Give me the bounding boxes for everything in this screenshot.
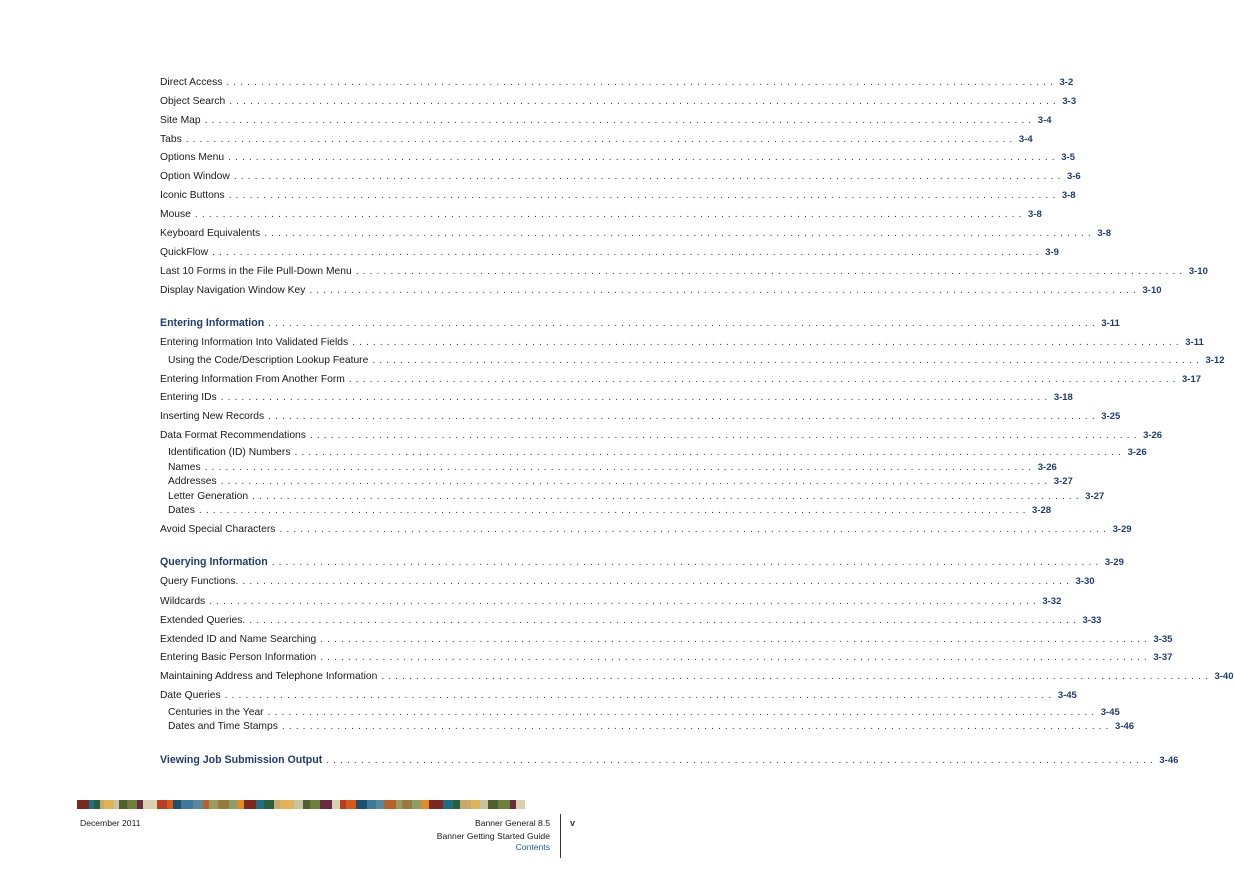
toc-entry-page: 3-35 xyxy=(1153,634,1173,645)
toc-leader-dots: . . . . . . . . . . . . . . . . . . . . . . . . . . . . . . . . . . . . . . . . . . . . . . . . . . . . . . . . . . . . . . . . . . . . . . . . . . . . . . . . . . . . . . . . . . . . . . . . . . . . . . . . . . . . . . . . . . . . . . . . xyxy=(355,266,1183,277)
toc-entry[interactable] xyxy=(160,283,1162,299)
toc-leader-dots: . . . . . . . . . . . . . . . . . . . . . . . . . . . . . . . . . . . . . . . . . . . . . . . . . . . . . . . . . . . . . . . . . . . . . . . . . . . . . . . . . . . . . . . . . . . . . . . . . . . . . . . . . . . . . . . . . . . . . . . . xyxy=(268,318,1096,329)
toc-leader-dots: . . . . . . . . . . . . . . . . . . . . . . . . . . . . . . . . . . . . . . . . . . . . . . . . . . . . . . . . . . . . . . . . . . . . . . . . . . . . . . . . . . . . . . . . . . . . . . . . . . . . . . . . . . . . . . . . . . . . . . . . xyxy=(224,690,1052,701)
toc-entry-page: 3-29 xyxy=(1104,557,1124,568)
stripe-segment xyxy=(127,800,137,809)
toc-entry-page: 3-2 xyxy=(1059,77,1074,88)
toc-entry-page: 3-25 xyxy=(1101,411,1121,422)
toc-subentry[interactable] xyxy=(160,474,1073,490)
toc-entry[interactable] xyxy=(160,390,1073,406)
toc-entry-label: Names xyxy=(168,462,201,473)
stripe-segment xyxy=(332,800,340,809)
toc-entry[interactable] xyxy=(160,613,1102,629)
toc-entry[interactable] xyxy=(160,150,1075,166)
toc-entry-label: Using the Code/Description Lookup Feature xyxy=(168,355,369,366)
stripe-segment xyxy=(453,800,460,809)
toc-subentry[interactable] xyxy=(160,353,1225,369)
toc-leader-dots: . . . . . . . . . . . . . . . . . . . . . . . . . . . . . . . . . . . . . . . . . . . . . . . . . . . . . . . . . . . . . . . . . . . . . . . . . . . . . . . . . . . . . . . . . . . . . . . . . . . . . . . . . . . . . . . . . . . . . . . . xyxy=(229,96,1057,107)
toc-leader-dots: . . . . . . . . . . . . . . . . . . . . . . . . . . . . . . . . . . . . . . . . . . . . . . . . . . . . . . . . . . . . . . . . . . . . . . . . . . . . . . . . . . . . . . . . . . . . . . . . . . . . . . . . . . . . . . . . . . . . . . . . xyxy=(309,430,1138,441)
toc-leader-dots: . . . . . . . . . . . . . . . . . . . . . . . . . . . . . . . . . . . . . . . . . . . . . . . . . . . . . . . . . . . . . . . . . . . . . . . . . . . . . . . . . . . . . . . . . . . . . . . . . . . . . . . . . . . . . . . . . . . . . . . . xyxy=(204,115,1032,126)
toc-entry-page: 3-32 xyxy=(1042,596,1062,607)
toc-entry-label: Dates and Time Stamps xyxy=(168,721,278,732)
toc-entry-label: Entering Information From Another Form xyxy=(160,374,345,385)
stripe-segment xyxy=(421,800,429,809)
footer-guide-title: Banner Getting Started Guide xyxy=(436,831,550,841)
toc-entry-page: 3-12 xyxy=(1205,355,1225,366)
toc-entry-page: 3-6 xyxy=(1066,171,1081,182)
toc-section-heading[interactable] xyxy=(160,315,1120,331)
toc-entry-label: Inserting New Records xyxy=(160,411,265,422)
toc-entry-label: Dates xyxy=(168,505,195,516)
stripe-segment xyxy=(193,800,203,809)
toc-entry[interactable] xyxy=(160,75,1074,91)
toc-entry-page: 3-33 xyxy=(1082,615,1102,626)
toc-leader-dots: . . . . . . . . . . . . . . . . . . . . . . . . . . . . . . . . . . . . . . . . . . . . . . . . . . . . . . . . . . . . . . . . . . . . . . . . . . . . . . . . . . . . . . . . . . . . . . . . . . . . . . . . . . . . . . . . . . . . . . . . xyxy=(348,374,1176,385)
toc-entry-label: Data Format Recommendations xyxy=(160,430,306,441)
toc-section-heading[interactable] xyxy=(160,554,1124,570)
stripe-segment xyxy=(280,800,294,809)
toc-leader-dots: . . . . . . . . . . . . . . . . . . . . . . . . . . . . . . . . . . . . . . . . . . . . . . . . . . . . . . . . . . . . . . . . . . . . . . . . . . . . . . . . . . . . . . . . . . . . . . . . . . . . . . . . . . . . . . . . . . . . . . . . xyxy=(249,615,1077,626)
toc-leader-dots: . . . . . . . . . . . . . . . . . . . . . . . . . . . . . . . . . . . . . . . . . . . . . . . . . . . . . . . . . . . . . . . . . . . . . . . . . . . . . . . . . . . . . . . . . . . . . . . . . . . . . . . . . . . . . . . . . . . . . . . . xyxy=(320,652,1148,663)
toc-entry-page: 3-18 xyxy=(1053,392,1073,403)
toc-entry-page: 3-10 xyxy=(1142,285,1162,296)
footer-product: Banner General 8.5 xyxy=(474,818,550,828)
toc-leader-dots: . . . . . . . . . . . . . . . . . . . . . . . . . . . . . . . . . . . . . . . . . . . . . . . . . . . . . . . . . . . . . . . . . . . . . . . . . . . . . . . . . . . . . . . . . . . . . . . . . . . . . . . . . . . . . . . . . . . . . . . . xyxy=(326,755,1154,766)
toc-entry-label: Options Menu xyxy=(160,152,225,163)
toc-leader-dots: . . . . . . . . . . . . . . . . . . . . . . . . . . . . . . . . . . . . . . . . . . . . . . . . . . . . . . . . . . . . . . . . . . . . . . . . . . . . . . . . . . . . . . . . . . . . . . . . . . . . . . . . . . . . . . . . . . . . . . . . xyxy=(268,411,1096,422)
toc-subentry[interactable] xyxy=(160,719,1135,735)
toc-leader-dots: . . . . . . . . . . . . . . . . . . . . . . . . . . . . . . . . . . . . . . . . . . . . . . . . . . . . . . . . . . . . . . . . . . . . . . . . . . . . . . . . . . . . . . . . . . . . . . . . . . . . . . . . . . . . . . . . . . . . . . . . xyxy=(271,557,1099,568)
toc-entry-page: 3-26 xyxy=(1127,447,1147,458)
toc-entry-page: 3-45 xyxy=(1100,707,1120,718)
stripe-segment xyxy=(480,800,488,809)
toc-entry-page: 3-46 xyxy=(1115,721,1135,732)
stripe-segment xyxy=(157,800,167,809)
stripe-segment xyxy=(429,800,443,809)
toc-entry-label: Extended Queries. xyxy=(160,615,246,626)
toc-entry-label: Wildcards xyxy=(160,596,206,607)
toc-entry[interactable] xyxy=(160,94,1077,110)
toc-entry-page: 3-27 xyxy=(1085,491,1105,502)
toc-leader-dots: . . . . . . . . . . . . . . . . . . . . . . . . . . . . . . . . . . . . . . . . . . . . . . . . . . . . . . . . . . . . . . . . . . . . . . . . . . . . . . . . . . . . . . . . . . . . . . . . . . . . . . . . . . . . . . . . . . . . . . . . xyxy=(281,721,1110,732)
stripe-segment xyxy=(218,800,229,809)
toc-entry-label: QuickFlow xyxy=(160,247,209,258)
toc-entry-label: Entering Information Into Validated Fields xyxy=(160,337,349,348)
stripe-segment xyxy=(173,800,181,809)
toc-leader-dots: . . . . . . . . . . . . . . . . . . . . . . . . . . . . . . . . . . . . . . . . . . . . . . . . . . . . . . . . . . . . . . . . . . . . . . . . . . . . . . . . . . . . . . . . . . . . . . . . . . . . . . . . . . . . . . . . . . . . . . . . xyxy=(264,228,1092,239)
stripe-segment xyxy=(346,800,356,809)
stripe-segment xyxy=(460,800,471,809)
toc-entry-label: Entering IDs xyxy=(160,392,217,403)
toc-leader-dots: . . . . . . . . . . . . . . . . . . . . . . . . . . . . . . . . . . . . . . . . . . . . . . . . . . . . . . . . . . . . . . . . . . . . . . . . . . . . . . . . . . . . . . . . . . . . . . . . . . . . . . . . . . . . . . . . . . . . . . . . xyxy=(352,337,1180,348)
stripe-segment xyxy=(229,800,237,809)
toc-entry-label: Query Functions. xyxy=(160,576,239,587)
toc-entry-label: Keyboard Equivalents xyxy=(160,228,261,239)
toc-entry[interactable] xyxy=(160,335,1204,351)
stripe-segment xyxy=(402,800,412,809)
toc-entry[interactable] xyxy=(160,188,1076,204)
toc-entry-page: 3-4 xyxy=(1018,134,1033,145)
stripe-segment xyxy=(77,800,89,809)
stripe-segment xyxy=(367,800,376,809)
toc-entry[interactable] xyxy=(160,207,1042,223)
stripe-segment xyxy=(498,800,510,809)
stripe-segment xyxy=(119,800,127,809)
toc-section-heading[interactable] xyxy=(160,752,1179,768)
footer-date: December 2011 xyxy=(80,818,141,828)
toc-leader-dots: . . . . . . . . . . . . . . . . . . . . . . . . . . . . . . . . . . . . . . . . . . . . . . . . . . . . . . . . . . . . . . . . . . . . . . . . . . . . . . . . . . . . . . . . . . . . . . . . . . . . . . . . . . . . . . . . . . . . . . . . xyxy=(294,447,1122,458)
toc-entry[interactable] xyxy=(160,113,1052,129)
toc-entry-label: Iconic Buttons xyxy=(160,190,225,201)
toc-entry-page: 3-8 xyxy=(1028,209,1042,220)
stripe-segment xyxy=(256,800,264,809)
toc-leader-dots: . . . . . . . . . . . . . . . . . . . . . . . . . . . . . . . . . . . . . . . . . . . . . . . . . . . . . . . . . . . . . . . . . . . . . . . . . . . . . . . . . . . . . . . . . . . . . . . . . . . . . . . . . . . . . . . . . . . . . . . . xyxy=(252,491,1080,502)
toc-entry-page: 3-26 xyxy=(1037,462,1057,473)
toc-entry[interactable] xyxy=(160,132,1033,148)
toc-leader-dots: . . . . . . . . . . . . . . . . . . . . . . . . . . . . . . . . . . . . . . . . . . . . . . . . . . . . . . . . . . . . . . . . . . . . . . . . . . . . . . . . . . . . . . . . . . . . . . . . . . . . . . . . . . . . . . . . . . . . . . . . xyxy=(309,285,1137,296)
toc-entry-label: Identification (ID) Numbers xyxy=(168,447,291,458)
toc-entry-page: 3-8 xyxy=(1061,190,1076,201)
toc-entry-page: 3-5 xyxy=(1061,152,1075,163)
stripe-segment xyxy=(303,800,310,809)
stripe-segment xyxy=(443,800,453,809)
toc-entry-label: Tabs xyxy=(160,134,182,145)
toc-entry[interactable] xyxy=(160,522,1132,538)
stripe-segment xyxy=(516,800,525,809)
toc-entry-label: Object Search xyxy=(160,96,226,107)
toc-entry-page: 3-9 xyxy=(1045,247,1059,258)
toc-entry-label: Display Navigation Window Key xyxy=(160,285,306,296)
toc-entry-label: Date Queries xyxy=(160,690,221,701)
toc-leader-dots: . . . . . . . . . . . . . . . . . . . . . . . . . . . . . . . . . . . . . . . . . . . . . . . . . . . . . . . . . . . . . . . . . . . . . . . . . . . . . . . . . . . . . . . . . . . . . . . . . . . . . . . . . . . . . . . . . . . . . . . . xyxy=(279,524,1107,535)
stripe-segment xyxy=(143,800,157,809)
toc-entry-label: Avoid Special Characters xyxy=(160,524,276,535)
toc-entry-label: Last 10 Forms in the File Pull-Down Menu xyxy=(160,266,352,277)
toc-leader-dots: . . . . . . . . . . . . . . . . . . . . . . . . . . . . . . . . . . . . . . . . . . . . . . . . . . . . . . . . . . . . . . . . . . . . . . . . . . . . . . . . . . . . . . . . . . . . . . . . . . . . . . . . . . . . . . . . . . . . . . . . xyxy=(233,171,1061,182)
toc-leader-dots: . . . . . . . . . . . . . . . . . . . . . . . . . . . . . . . . . . . . . . . . . . . . . . . . . . . . . . . . . . . . . . . . . . . . . . . . . . . . . . . . . . . . . . . . . . . . . . . . . . . . . . . . . . . . . . . . . . . . . . . . xyxy=(209,596,1037,607)
stripe-segment xyxy=(376,800,384,809)
toc-leader-dots: . . . . . . . . . . . . . . . . . . . . . . . . . . . . . . . . . . . . . . . . . . . . . . . . . . . . . . . . . . . . . . . . . . . . . . . . . . . . . . . . . . . . . . . . . . . . . . . . . . . . . . . . . . . . . . . . . . . . . . . . xyxy=(320,634,1148,645)
toc-entry[interactable] xyxy=(160,594,1062,610)
toc-entry[interactable] xyxy=(160,169,1081,185)
footer-section-name: Contents xyxy=(515,842,550,852)
stripe-segment xyxy=(356,800,367,809)
toc-entry-page: 3-11 xyxy=(1185,337,1204,348)
toc-entry-page: 3-8 xyxy=(1097,228,1112,239)
toc-entry-label: Option Window xyxy=(160,171,230,182)
toc-entry-page: 3-29 xyxy=(1112,524,1132,535)
stripe-segment xyxy=(181,800,193,809)
stripe-segment xyxy=(412,800,421,809)
toc-entry-label: Centuries in the Year xyxy=(168,707,264,718)
toc-entry-page: 3-17 xyxy=(1182,374,1202,385)
stripe-segment xyxy=(471,800,480,809)
toc-leader-dots: . . . . . . . . . . . . . . . . . . . . . . . . . . . . . . . . . . . . . . . . . . . . . . . . . . . . . . . . . . . . . . . . . . . . . . . . . . . . . . . . . . . . . . . . . . . . . . . . . . . . . . . . . . . . . . . . . . . . . . . . xyxy=(228,152,1056,163)
toc-entry[interactable] xyxy=(160,688,1077,704)
toc-entry-page: 3-40 xyxy=(1214,671,1234,682)
footer-divider xyxy=(560,814,561,858)
toc-entry[interactable] xyxy=(160,409,1121,425)
toc-entry-page: 3-11 xyxy=(1101,318,1120,329)
toc-leader-dots: . . . . . . . . . . . . . . . . . . . . . . . . . . . . . . . . . . . . . . . . . . . . . . . . . . . . . . . . . . . . . . . . . . . . . . . . . . . . . . . . . . . . . . . . . . . . . . . . . . . . . . . . . . . . . . . . . . . . . . . . xyxy=(220,392,1048,403)
toc-entry-label: Viewing Job Submission Output xyxy=(160,754,323,766)
toc-entry-page: 3-28 xyxy=(1032,505,1052,516)
toc-subentry[interactable] xyxy=(160,445,1147,461)
toc-entry[interactable] xyxy=(160,632,1173,648)
toc-entry[interactable] xyxy=(160,574,1095,590)
toc-leader-dots: . . . . . . . . . . . . . . . . . . . . . . . . . . . . . . . . . . . . . . . . . . . . . . . . . . . . . . . . . . . . . . . . . . . . . . . . . . . . . . . . . . . . . . . . . . . . . . . . . . . . . . . . . . . . . . . . . . . . . . . . xyxy=(220,476,1048,487)
toc-entry-page: 3-30 xyxy=(1075,576,1095,587)
toc-entry-label: Site Map xyxy=(160,115,201,126)
stripe-segment xyxy=(264,800,274,809)
toc-subentry[interactable] xyxy=(160,503,1052,519)
toc-entry-page: 3-37 xyxy=(1153,652,1173,663)
toc-entry-label: Direct Access xyxy=(160,77,223,88)
decorative-color-stripe xyxy=(77,800,604,809)
toc-entry[interactable] xyxy=(160,264,1208,280)
toc-entry-label: Letter Generation xyxy=(168,491,249,502)
toc-entry-page: 3-45 xyxy=(1057,690,1077,701)
toc-entry-label: Addresses xyxy=(168,476,217,487)
stripe-segment xyxy=(310,800,320,809)
toc-entry[interactable] xyxy=(160,245,1059,261)
toc-leader-dots: . . . . . . . . . . . . . . . . . . . . . . . . . . . . . . . . . . . . . . . . . . . . . . . . . . . . . . . . . . . . . . . . . . . . . . . . . . . . . . . . . . . . . . . . . . . . . . . . . . . . . . . . . . . . . . . . . . . . . . . . xyxy=(242,576,1070,587)
toc-entry-page: 3-27 xyxy=(1053,476,1073,487)
stripe-segment xyxy=(320,800,332,809)
toc-entry-label: Querying Information xyxy=(160,556,268,568)
toc-leader-dots: . . . . . . . . . . . . . . . . . . . . . . . . . . . . . . . . . . . . . . . . . . . . . . . . . . . . . . . . . . . . . . . . . . . . . . . . . . . . . . . . . . . . . . . . . . . . . . . . . . . . . . . . . . . . . . . . . . . . . . . . xyxy=(198,505,1027,516)
toc-entry-page: 3-10 xyxy=(1188,266,1208,277)
toc-entry[interactable] xyxy=(160,650,1173,666)
toc-entry-label: Extended ID and Name Searching xyxy=(160,634,317,645)
toc-leader-dots: . . . . . . . . . . . . . . . . . . . . . . . . . . . . . . . . . . . . . . . . . . . . . . . . . . . . . . . . . . . . . . . . . . . . . . . . . . . . . . . . . . . . . . . . . . . . . . . . . . . . . . . . . . . . . . . . . . . . . . . . xyxy=(267,707,1095,718)
toc-entry[interactable] xyxy=(160,669,1234,685)
toc-entry-label: Mouse xyxy=(160,209,191,220)
toc-entry-label: Entering Information xyxy=(160,317,265,329)
toc-entry-page: 3-3 xyxy=(1062,96,1077,107)
toc-entry-page: 3-4 xyxy=(1037,115,1052,126)
toc-entry[interactable] xyxy=(160,428,1163,444)
toc-entry[interactable] xyxy=(160,226,1112,242)
toc-leader-dots: . . . . . . . . . . . . . . . . . . . . . . . . . . . . . . . . . . . . . . . . . . . . . . . . . . . . . . . . . . . . . . . . . . . . . . . . . . . . . . . . . . . . . . . . . . . . . . . . . . . . . . . . . . . . . . . . . . . . . . . . xyxy=(372,355,1200,366)
stripe-segment xyxy=(294,800,303,809)
toc-leader-dots: . . . . . . . . . . . . . . . . . . . . . . . . . . . . . . . . . . . . . . . . . . . . . . . . . . . . . . . . . . . . . . . . . . . . . . . . . . . . . . . . . . . . . . . . . . . . . . . . . . . . . . . . . . . . . . . . . . . . . . . . xyxy=(228,190,1056,201)
toc-entry-page: 3-46 xyxy=(1159,755,1179,766)
toc-entry[interactable] xyxy=(160,372,1202,388)
toc-entry-label: Entering Basic Person Information xyxy=(160,652,317,663)
toc-entry-page: 3-26 xyxy=(1143,430,1163,441)
footer-page-number: v xyxy=(570,818,576,828)
toc-leader-dots: . . . . . . . . . . . . . . . . . . . . . . . . . . . . . . . . . . . . . . . . . . . . . . . . . . . . . . . . . . . . . . . . . . . . . . . . . . . . . . . . . . . . . . . . . . . . . . . . . . . . . . . . . . . . . . . . . . . . . . . . xyxy=(185,134,1013,145)
stripe-segment xyxy=(209,800,218,809)
toc-leader-dots: . . . . . . . . . . . . . . . . . . . . . . . . . . . . . . . . . . . . . . . . . . . . . . . . . . . . . . . . . . . . . . . . . . . . . . . . . . . . . . . . . . . . . . . . . . . . . . . . . . . . . . . . . . . . . . . . . . . . . . . . xyxy=(381,671,1209,682)
toc-leader-dots: . . . . . . . . . . . . . . . . . . . . . . . . . . . . . . . . . . . . . . . . . . . . . . . . . . . . . . . . . . . . . . . . . . . . . . . . . . . . . . . . . . . . . . . . . . . . . . . . . . . . . . . . . . . . . . . . . . . . . . . . xyxy=(226,77,1054,88)
stripe-segment xyxy=(237,800,244,809)
toc-leader-dots: . . . . . . . . . . . . . . . . . . . . . . . . . . . . . . . . . . . . . . . . . . . . . . . . . . . . . . . . . . . . . . . . . . . . . . . . . . . . . . . . . . . . . . . . . . . . . . . . . . . . . . . . . . . . . . . . . . . . . . . . xyxy=(204,462,1032,473)
stripe-segment xyxy=(488,800,498,809)
toc-leader-dots: . . . . . . . . . . . . . . . . . . . . . . . . . . . . . . . . . . . . . . . . . . . . . . . . . . . . . . . . . . . . . . . . . . . . . . . . . . . . . . . . . . . . . . . . . . . . . . . . . . . . . . . . . . . . . . . . . . . . . . . . xyxy=(194,209,1023,220)
toc-leader-dots: . . . . . . . . . . . . . . . . . . . . . . . . . . . . . . . . . . . . . . . . . . . . . . . . . . . . . . . . . . . . . . . . . . . . . . . . . . . . . . . . . . . . . . . . . . . . . . . . . . . . . . . . . . . . . . . . . . . . . . . . xyxy=(212,247,1040,258)
stripe-segment xyxy=(104,800,114,809)
stripe-segment xyxy=(384,800,396,809)
stripe-segment xyxy=(244,800,256,809)
toc-entry-label: Maintaining Address and Telephone Information xyxy=(160,671,378,682)
